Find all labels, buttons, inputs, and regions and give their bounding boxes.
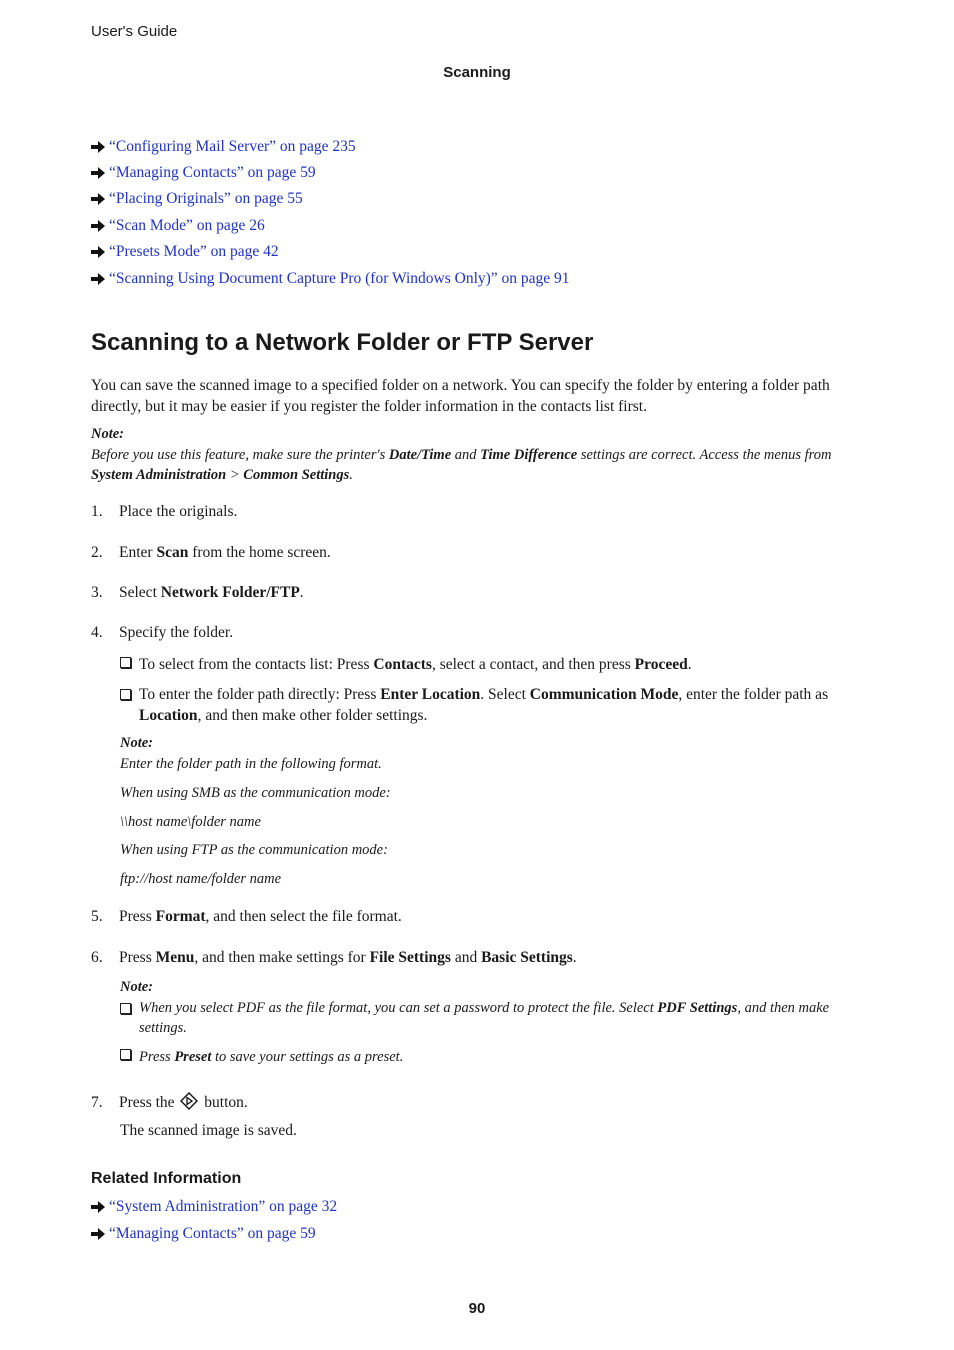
note-line: Enter the folder path in the following format. (120, 756, 382, 772)
page-number: 90 (468, 1300, 486, 1317)
link-placing-originals[interactable]: “Placing Originals” on page 55 (109, 190, 303, 207)
note-line: ftp://host name/folder name (120, 871, 282, 887)
step-3: 3. Select Network Folder/FTP. (91, 584, 304, 601)
note-label: Note: (120, 735, 154, 751)
guide-title: User's Guide (91, 23, 178, 40)
arrow-right-icon (91, 1201, 105, 1213)
note-line: \\host name\folder name (120, 814, 261, 830)
step-2: 2. Enter Scan from the home screen. (91, 544, 331, 561)
step-6: 6. Press Menu, and then make settings for File Settings and Basic Settings. (91, 949, 577, 966)
link-managing-contacts[interactable]: “Managing Contacts” on page 59 (109, 164, 316, 181)
note-label: Note: (120, 979, 154, 995)
list-item: When you select PDF as the file format, you can set a password to protect the file. Select PDF Settings, and then make settings. (120, 998, 859, 1038)
arrow-right-icon (91, 167, 105, 179)
arrow-right-icon (91, 193, 105, 205)
page-heading: Scanning to a Network Folder or FTP Server (91, 329, 594, 356)
checkbox-bullet-icon (120, 1049, 131, 1060)
checkbox-bullet-icon (120, 1003, 131, 1014)
arrow-right-icon (91, 273, 105, 285)
link-managing-contacts-2[interactable]: “Managing Contacts” on page 59 (109, 1225, 316, 1242)
related-information-heading: Related Information (91, 1170, 242, 1187)
section-title: Scanning (443, 64, 511, 81)
note-text: Before you use this feature, make sure the printer's Date/Time and Time Difference settings are correct. Access the menus from System Administration > Common Settings. (91, 447, 832, 483)
arrow-right-icon (91, 1228, 105, 1240)
list-item: To enter the folder path directly: Press Enter Location. Select Communication Mode, enter the folder path as Location, and then make other folder settings. (120, 684, 869, 726)
intro-paragraph: You can save the scanned image to a specified folder on a network. You can specify the folder by entering a folder path directly, but it may be easier if you register the folder information in the contacts list first. (91, 377, 830, 415)
step-1: 1. Place the originals. (91, 503, 238, 520)
related-link-row[interactable] (91, 243, 279, 261)
related-link-row[interactable] (91, 190, 303, 208)
step-5: 5. Press Format, and then select the file format. (91, 908, 402, 925)
related-link-row[interactable] (91, 1198, 337, 1216)
related-link-row[interactable] (91, 270, 570, 288)
related-link-row[interactable] (91, 1225, 316, 1243)
note-line: When using SMB as the communication mode: (120, 785, 391, 801)
note-label: Note: (91, 426, 125, 442)
step-4: 4. Specify the folder. (91, 624, 234, 641)
related-link-row[interactable] (91, 138, 356, 156)
note-line: When using FTP as the communication mode: (120, 842, 388, 858)
link-scan-mode[interactable]: “Scan Mode” on page 26 (109, 217, 265, 234)
arrow-right-icon (91, 246, 105, 258)
arrow-right-icon (91, 141, 105, 153)
link-configuring-mail-server[interactable]: “Configuring Mail Server” on page 235 (109, 138, 356, 155)
arrow-right-icon (91, 220, 105, 232)
related-link-row[interactable] (91, 164, 316, 182)
checkbox-bullet-icon (120, 689, 131, 700)
link-presets-mode[interactable]: “Presets Mode” on page 42 (109, 243, 279, 260)
link-document-capture-pro[interactable]: “Scanning Using Document Capture Pro (for Windows Only)” on page 91 (109, 270, 570, 287)
list-item: To select from the contacts list: Press Contacts, select a contact, and then press Proceed. (120, 654, 692, 675)
related-link-row[interactable] (91, 217, 265, 235)
start-diamond-icon (180, 1092, 198, 1110)
checkbox-bullet-icon (120, 657, 131, 668)
step-7: 7. Press the button. (91, 1094, 248, 1111)
step-7-result: The scanned image is saved. (120, 1122, 297, 1139)
list-item: Press Preset to save your settings as a preset. (120, 1047, 403, 1067)
link-system-administration[interactable]: “System Administration” on page 32 (109, 1198, 338, 1215)
